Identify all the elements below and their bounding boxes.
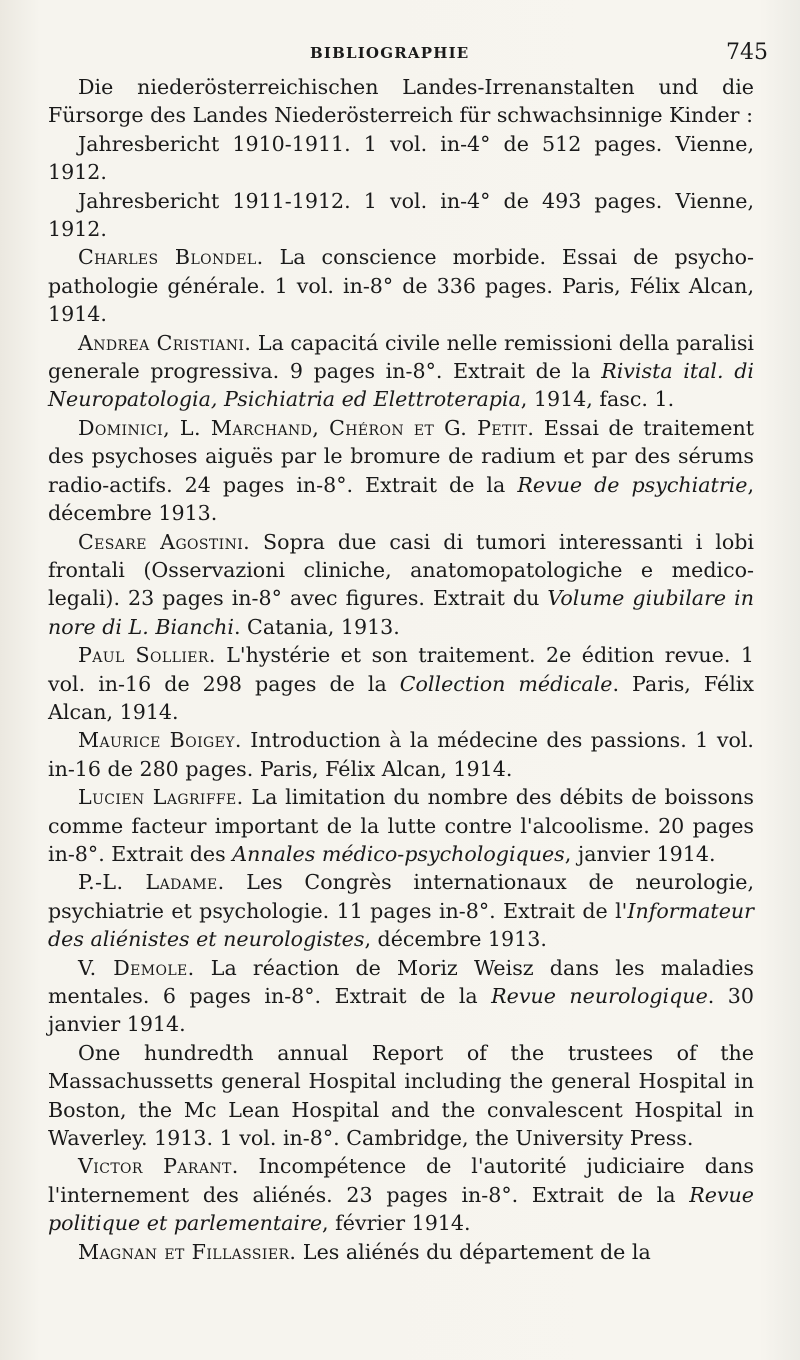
entry-text: One hundredth annual Report of the trustees of the Massachussetts general Hospital including the general Hospital in Boston, the Mc Lean Hospital and the convalescent Hospital in Waverley. 1913. 1 vol. in-8°. Cambridge, the University Press. <box>48 1040 754 1151</box>
entry-text-tail: , janvier 1914. <box>564 841 716 866</box>
entry-journal: Revue neurologique <box>491 984 708 1008</box>
entry-author: Cesare Agostini. <box>78 529 251 554</box>
entry-text: L'hystérie et son traitement. 2e édition revue. 1 vol. in-16 de 298 pages de la <box>48 643 754 696</box>
entry-journal: Revue de psychiatrie <box>517 472 748 497</box>
bibliography-entry <box>48 868 754 953</box>
bibliography-entry <box>48 329 754 414</box>
entry-text: La conscience morbide. Essai de psycho-pathologie générale. 1 vol. in-8° de 336 pages. Paris, Félix Alcan, 1914. <box>48 245 754 327</box>
entry-journal: Volume giubilare in nore di L. Bianchi <box>48 586 754 639</box>
entry-text-tail: , février 1914. <box>322 1211 471 1236</box>
entry-text: Incompétence de l'autorité judiciaire dans l'internement des aliénés. 23 pages in-8°. Extrait de la <box>48 1154 755 1207</box>
bibliography-entry <box>48 528 754 642</box>
bibliography-entry <box>48 243 754 328</box>
bibliography-entry <box>48 414 754 528</box>
entry-journal: Rivista ital. di Neuropatologia, Psichiatria ed Elettroterapia <box>48 359 754 412</box>
entry-text: La capacitá civile nelle remissioni della paralisi generale progressiva. 9 pages in-8°. Extrait de la <box>48 330 755 384</box>
entry-text-tail: , 1914, fasc. 1. <box>520 387 675 412</box>
entry-text: Jahresbericht 1911-1912. 1 vol. in-4° de 493 pages. Vienne, 1912. <box>48 188 754 242</box>
entry-text: La réaction de Moriz Weisz dans les maladies mentales. 6 pages in-8°. Extrait de la <box>48 955 754 1008</box>
entry-journal: Collection médicale <box>399 671 613 696</box>
entry-text: Les Congrès internationaux de neurologie, psychiatrie et psychologie. 11 pages in-8°. Extrait de l' <box>48 870 754 923</box>
entry-author: Dominici, L. Marchand, Chéron et G. Petit. <box>78 415 535 440</box>
entry-journal: Informateur des aliénistes et neurologistes <box>48 898 754 952</box>
entry-text: Sopra due casi di tumori interessanti i lobi frontali (Osservazioni cliniche, anatomopatologiche e medico-legali). 23 pages in-8° avec figures. Extrait du <box>48 529 754 611</box>
entry-text-tail: , décembre 1913. <box>364 927 547 952</box>
entry-author: V. Demole. <box>78 955 195 980</box>
bibliography-list <box>48 73 754 1266</box>
entry-text: Les aliénés du département de la <box>296 1239 651 1264</box>
bibliography-entry <box>48 187 754 244</box>
running-title: BIBLIOGRAPHIE <box>310 44 470 62</box>
bibliography-entry <box>48 73 754 130</box>
entry-text-tail: . 30 janvier 1914. <box>48 984 754 1037</box>
entry-text: Essai de traitement des psychoses aiguës par le bromure de radium et par des sérums radio-actifs. 24 pages in-8°. Extrait de la <box>48 415 754 497</box>
bibliography-entry <box>48 1238 754 1266</box>
entry-author: Charles Blondel. <box>78 245 264 270</box>
running-head <box>48 40 768 74</box>
entry-text-tail: , décembre 1913. <box>48 472 754 526</box>
entry-text: Jahresbericht 1910-1911. 1 vol. in-4° de 512 pages. Vienne, 1912. <box>48 131 754 185</box>
entry-author: Victor Parant. <box>78 1154 239 1179</box>
entry-author: Maurice Boigey. <box>78 728 242 753</box>
bibliography-entry <box>48 130 754 187</box>
bibliography-entry <box>48 954 754 1039</box>
entry-text-tail: . Paris, Félix Alcan, 1914. <box>48 671 754 724</box>
entry-author: Paul Sollier. <box>78 643 216 668</box>
entry-author: Andrea Cristiani. <box>78 330 252 355</box>
bibliography-entry <box>48 783 754 868</box>
entry-journal: Revue politique et parlementaire <box>48 1182 754 1236</box>
entry-text-tail: . Catania, 1913. <box>233 614 400 639</box>
entry-text: Die niederösterreichischen Landes-Irrenanstalten und die Fürsorge des Landes Niederösterreich für schwachsinnige Kinder : <box>48 75 754 128</box>
entry-author: Lucien Lagriffe. <box>78 785 244 810</box>
bibliography-entry <box>48 1039 754 1153</box>
page-number: 745 <box>726 40 768 65</box>
entry-author: P.-L. Ladame. <box>78 870 225 895</box>
entry-journal: Annales médico-psychologiques <box>232 841 565 866</box>
bibliography-entry <box>48 641 754 726</box>
entry-text: La limitation du nombre des débits de boissons comme facteur important de la lutte contre l'alcoolisme. 20 pages in-8°. Extrait des <box>48 785 754 866</box>
entry-text: Introduction à la médecine des passions. 1 vol. in-16 de 280 pages. Paris, Félix Alcan, 1914. <box>48 728 754 781</box>
entry-author: Magnan et Fillassier. <box>78 1239 297 1264</box>
bibliography-entry <box>48 1152 754 1237</box>
bibliography-entry <box>48 726 754 783</box>
